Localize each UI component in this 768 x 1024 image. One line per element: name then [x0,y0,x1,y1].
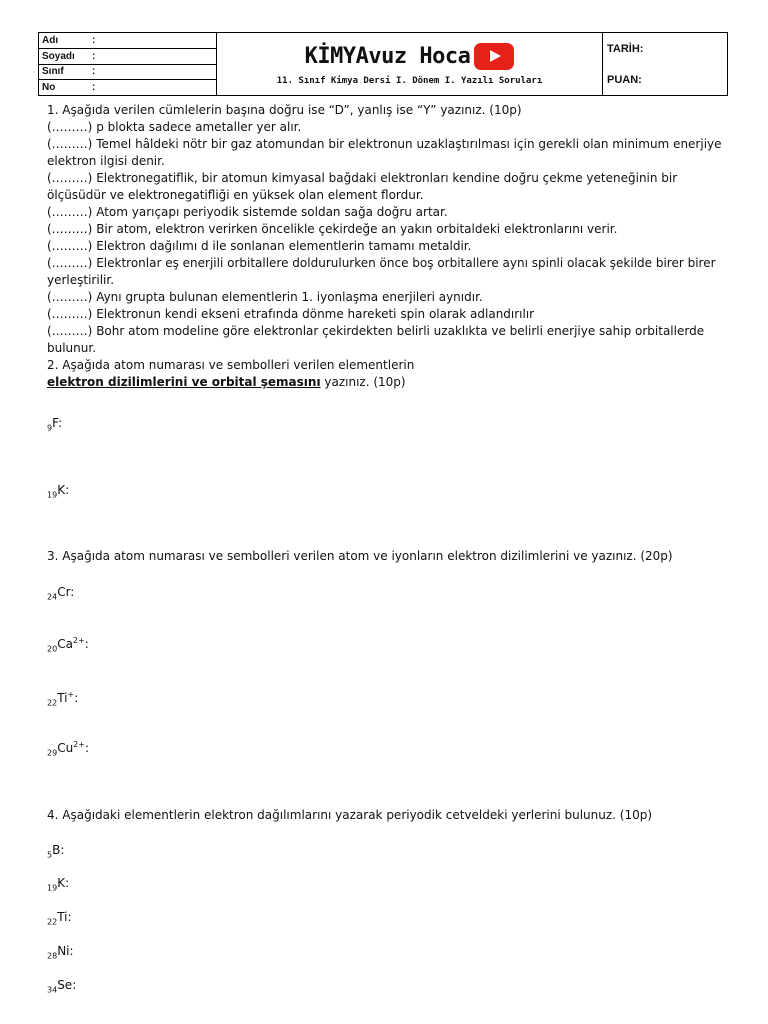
question-4-title: 4. Aşağıdaki elementlerin elektron dağılımlarını yazarak periyodik cetveldeki yerlerini bulunuz. (10p) [47,808,653,822]
answer-blank[interactable]: (………) [47,222,93,236]
statement-text: Bohr atom modeline göre elektronlar çekirdekten belirli uzaklıkta ve belirli enerjiye sahip orbitallerde bulunur. [47,324,705,355]
element-symbol: K [57,876,66,890]
brand-name: KİMYAvuz Hoca [304,43,471,69]
answer-blank[interactable]: (………) [47,171,93,185]
score-field[interactable]: PUAN: [607,73,642,86]
question-1 [47,102,737,391]
element-symbol: B [52,843,61,857]
statement-2 [47,136,737,170]
statement-text: Bir atom, elektron verirken öncelikle çekirdeğe an yakın orbitaldeki elektronlarını verir. [92,222,618,236]
answer-blank[interactable]: (………) [47,290,93,304]
item-colon: : [65,483,70,497]
statement-text: Elektron dağılımı d ile sonlanan elementlerin tamamı metaldir. [92,239,472,253]
statement-9 [47,306,737,323]
atomic-number: 24 [47,592,58,602]
element-symbol: Ni [57,944,70,958]
atomic-number: 34 [47,985,58,995]
element-symbol: Ca [57,637,73,651]
atomic-number: 22 [47,917,58,927]
q3-element-cr [47,585,74,601]
q4-element-se [47,978,76,994]
statement-text: Elektronegatiflik, bir atomun kimyasal bağdaki elektronları kendine doğru çekme yeteneğinin bir ölçüsüdür ve elektronegatifliği en yüksek olan element flordur. [47,171,678,202]
atomic-number: 9 [47,423,53,433]
answer-blank[interactable]: (………) [47,239,93,253]
date-score-block [603,33,727,95]
atomic-number: 22 [47,698,58,708]
statement-1 [47,119,737,136]
statement-3 [47,170,737,204]
q4-element-ti [47,910,72,926]
q3-element-ca [47,636,89,653]
q3-element-ti [47,690,78,707]
statement-text: Elektronlar eş enerjili orbitallere doldurulurken önce boş orbitallere aynı spinli olacak şekilde birer birer yerleştirilir. [47,256,716,287]
q2-element-f [47,416,62,432]
ion-charge: 2+ [72,636,85,645]
atomic-number: 20 [47,644,58,654]
answer-blank[interactable]: (………) [47,205,93,219]
brand [305,43,515,70]
atomic-number: 5 [47,850,53,860]
atomic-number: 19 [47,883,58,893]
element-symbol: Cr [57,585,71,599]
item-colon: : [58,416,63,430]
item-colon: : [84,741,90,755]
exam-subtitle: 11. Sınıf Kimya Dersi I. Dönem I. Yazılı Soruları [276,75,543,86]
q3-element-cu [47,740,89,757]
question-2-title: 2. Aşağıda atom numarası ve sembolleri verilen elementlerin elektron dizilimlerini ve orbital şemasını yazınız. (10p) [47,358,415,389]
item-colon: : [72,978,77,992]
item-colon: : [65,876,70,890]
field-surname[interactable]: Soyadı : [39,49,216,65]
q4-element-ni [47,944,74,960]
element-symbol: Ti [57,910,68,924]
answer-blank[interactable]: (………) [47,324,93,338]
question-3-title: 3. Aşağıda atom numarası ve sembolleri verilen atom ve iyonların elektron dizilimlerini ve yazınız. (20p) [47,549,673,563]
ion-charge: + [67,690,75,699]
element-symbol: Se [57,978,73,992]
q2-element-k [47,483,69,499]
element-symbol: K [57,483,66,497]
q4-element-k [47,876,69,892]
true-false-list [47,119,737,357]
statement-8 [47,289,737,306]
statement-4 [47,204,737,221]
statement-10 [47,323,737,357]
item-colon: : [69,944,74,958]
atomic-number: 19 [47,490,58,500]
statement-text: p blokta sadece ametaller yer alır. [92,120,302,134]
item-colon: : [67,910,72,924]
question-1-title: 1. Aşağıda verilen cümlelerin başına doğru ise “D”, yanlış ise “Y” yazınız. (10p) [47,103,522,117]
item-colon: : [70,585,75,599]
question-2-emphasis: elektron dizilimlerini ve orbital şemasını [47,375,321,389]
statement-5 [47,221,737,238]
answer-blank[interactable]: (………) [47,256,93,270]
field-name[interactable]: Adı : [39,33,216,49]
answer-blank[interactable]: (………) [47,137,93,151]
statement-text: Temel hâldeki nötr bir gaz atomundan bir elektronun uzaklaştırılması için gerekli olan minimum enerjiye elektron ilgisi denir. [47,137,722,168]
youtube-play-icon [474,43,514,70]
statement-7 [47,255,737,289]
statement-text: Atom yarıçapı periyodik sistemde soldan sağa doğru artar. [92,205,448,219]
ion-charge: 2+ [73,740,85,749]
exam-title-block [217,33,603,95]
date-field[interactable]: TARİH: [607,42,644,55]
exam-header [38,32,728,96]
q4-element-b [47,843,64,859]
student-info-fields [39,33,217,95]
element-symbol: Cu [57,741,74,755]
item-colon: : [84,637,89,651]
atomic-number: 29 [47,748,58,758]
answer-blank[interactable]: (………) [47,307,93,321]
answer-blank[interactable]: (………) [47,120,93,134]
item-colon: : [74,691,79,705]
element-symbol: Ti [57,691,68,705]
field-number[interactable]: No : [42,82,96,94]
statement-text: Aynı grupta bulunan elementlerin 1. iyonlaşma enerjileri aynıdır. [92,290,483,304]
item-colon: : [60,843,65,857]
statement-text: Elektronun kendi ekseni etrafında dönme hareketi spin olarak adlandırılır [92,307,535,321]
atomic-number: 28 [47,951,58,961]
statement-6 [47,238,737,255]
field-class[interactable]: Sınıf : [39,65,216,81]
element-symbol: F [52,416,59,430]
